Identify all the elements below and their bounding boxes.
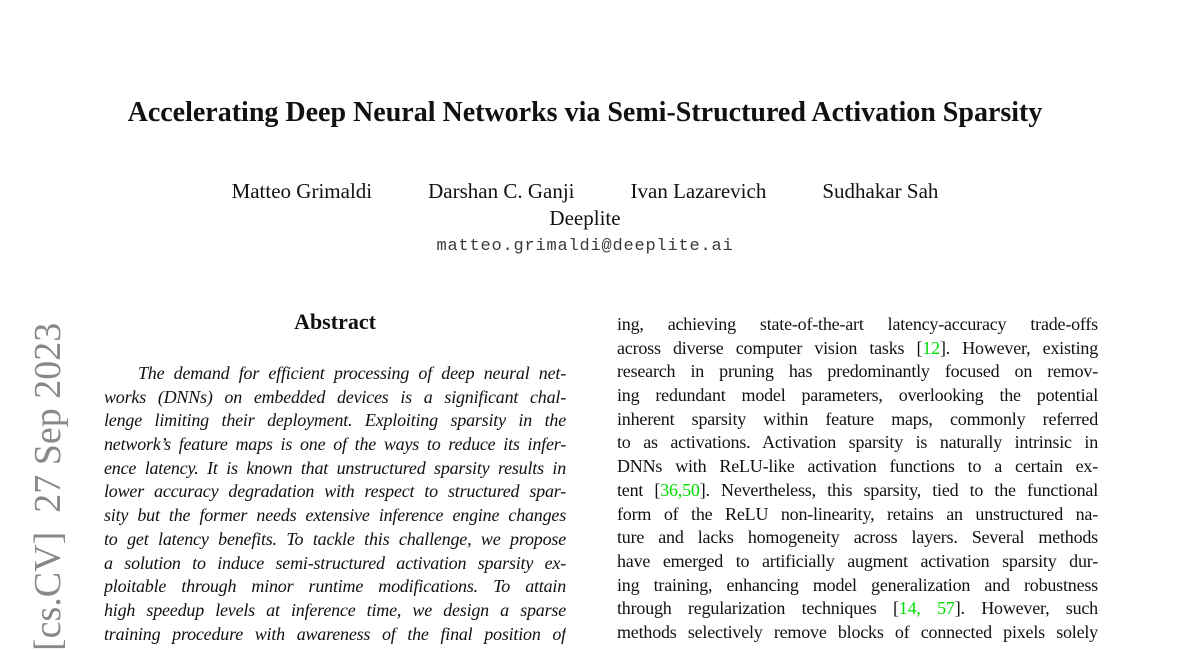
- text-line: [104, 599, 566, 623]
- authors-row: [90, 178, 1080, 204]
- author-name: Sudhakar Sah: [822, 179, 939, 203]
- text-span: a solution to induce semi-structured activation sparsity ex-: [104, 552, 566, 573]
- text-span: ing training, enhancing model generalization and robustness: [617, 574, 1098, 595]
- text-line: [617, 479, 1098, 503]
- text-span: lower accuracy degradation with respect to structured spar-: [104, 481, 566, 502]
- text-span: ]. However, existing: [939, 337, 1098, 358]
- text-line: [104, 480, 566, 504]
- text-span: form of the ReLU non-linearity, retains an unstructured na-: [617, 503, 1098, 524]
- text-line: [617, 621, 1098, 645]
- text-span: network’s feature maps is one of the ways to reduce its infer-: [104, 434, 566, 455]
- text-span: works (DNNs) on embedded devices is a significant chal-: [104, 386, 566, 407]
- abstract-body: [104, 362, 566, 648]
- text-line: [617, 431, 1098, 455]
- citation-link[interactable]: 14, 57: [898, 598, 955, 619]
- text-line: [617, 408, 1098, 432]
- citation-link[interactable]: 12: [922, 337, 940, 358]
- abstract-heading: Abstract: [294, 309, 376, 334]
- text-span: ture and lacks homogeneity across layers. Several methods: [617, 527, 1098, 548]
- text-line: [617, 313, 1098, 337]
- text-line: [617, 360, 1098, 384]
- author-email: matteo.grimaldi@deeplite.ai: [436, 237, 734, 256]
- text-span: through regularization techniques [: [617, 598, 899, 619]
- text-line: [617, 526, 1098, 550]
- text-line: [104, 504, 566, 528]
- text-span: sity but the former needs extensive inference engine changes: [104, 505, 566, 526]
- text-line: [104, 552, 566, 576]
- text-line: [104, 623, 566, 647]
- author-name: Darshan C. Ganji: [428, 179, 575, 203]
- text-span: across diverse computer vision tasks [: [617, 337, 923, 358]
- intro-body: [617, 313, 1098, 648]
- text-line: [104, 528, 566, 552]
- citation-link[interactable]: 36,50: [660, 479, 700, 500]
- author-name: Ivan Lazarevich: [630, 179, 767, 203]
- paper-title: Accelerating Deep Neural Networks via Semi-Structured Activation Sparsity: [127, 97, 1043, 128]
- text-span: tent [: [617, 479, 661, 500]
- text-span: ing redundant model parameters, overlooking the potential: [617, 385, 1098, 406]
- text-line: [617, 550, 1098, 574]
- text-line: [104, 433, 566, 457]
- text-span: to as activations. Activation sparsity is naturally intrinsic in: [617, 432, 1098, 453]
- text-span: research in pruning has predominantly focused on remov-: [617, 361, 1098, 382]
- text-span: to get latency benefits. To tackle this challenge, we propose: [104, 528, 566, 549]
- text-line: [104, 386, 566, 410]
- text-span: ]. However, such: [954, 598, 1098, 619]
- text-line: [617, 455, 1098, 479]
- text-span: ]. Nevertheless, this sparsity, tied to the functional: [699, 479, 1098, 500]
- text-line: [617, 337, 1098, 361]
- text-line: [104, 575, 566, 599]
- text-span: ence latency. It is known that unstructured sparsity results in: [104, 457, 566, 478]
- text-span: have emerged to artificially augment activation sparsity dur-: [617, 550, 1098, 571]
- text-line: [104, 457, 566, 481]
- text-span: lenge limiting their deployment. Exploiting sparsity in the: [104, 410, 566, 431]
- text-line: [617, 574, 1098, 598]
- text-span: inherent sparsity within feature maps, commonly referred: [617, 408, 1098, 429]
- text-span: ploitable through minor runtime modifications. To attain: [104, 576, 566, 597]
- text-span: training procedure with awareness of the final position of: [104, 623, 566, 644]
- text-span: DNNs with ReLU-like activation functions to a certain ex-: [617, 456, 1098, 477]
- text-span: high speedup levels at inference time, we design a sparse: [104, 599, 566, 620]
- text-line: [104, 409, 566, 433]
- text-span: The demand for efficient processing of deep neural net-: [138, 363, 566, 383]
- text-span: ing, achieving state-of-the-art latency-accuracy trade-offs: [617, 314, 1098, 334]
- text-line: [617, 384, 1098, 408]
- text-line: [617, 503, 1098, 527]
- affiliation: Deeplite: [549, 206, 621, 230]
- text-line: [104, 362, 566, 386]
- text-span: methods selectively remove blocks of connected pixels solely: [617, 621, 1098, 642]
- text-line: [617, 597, 1098, 621]
- author-name: Matteo Grimaldi: [231, 179, 373, 203]
- arxiv-category-banner: [cs.CV] 27 Sep 2023: [27, 322, 69, 651]
